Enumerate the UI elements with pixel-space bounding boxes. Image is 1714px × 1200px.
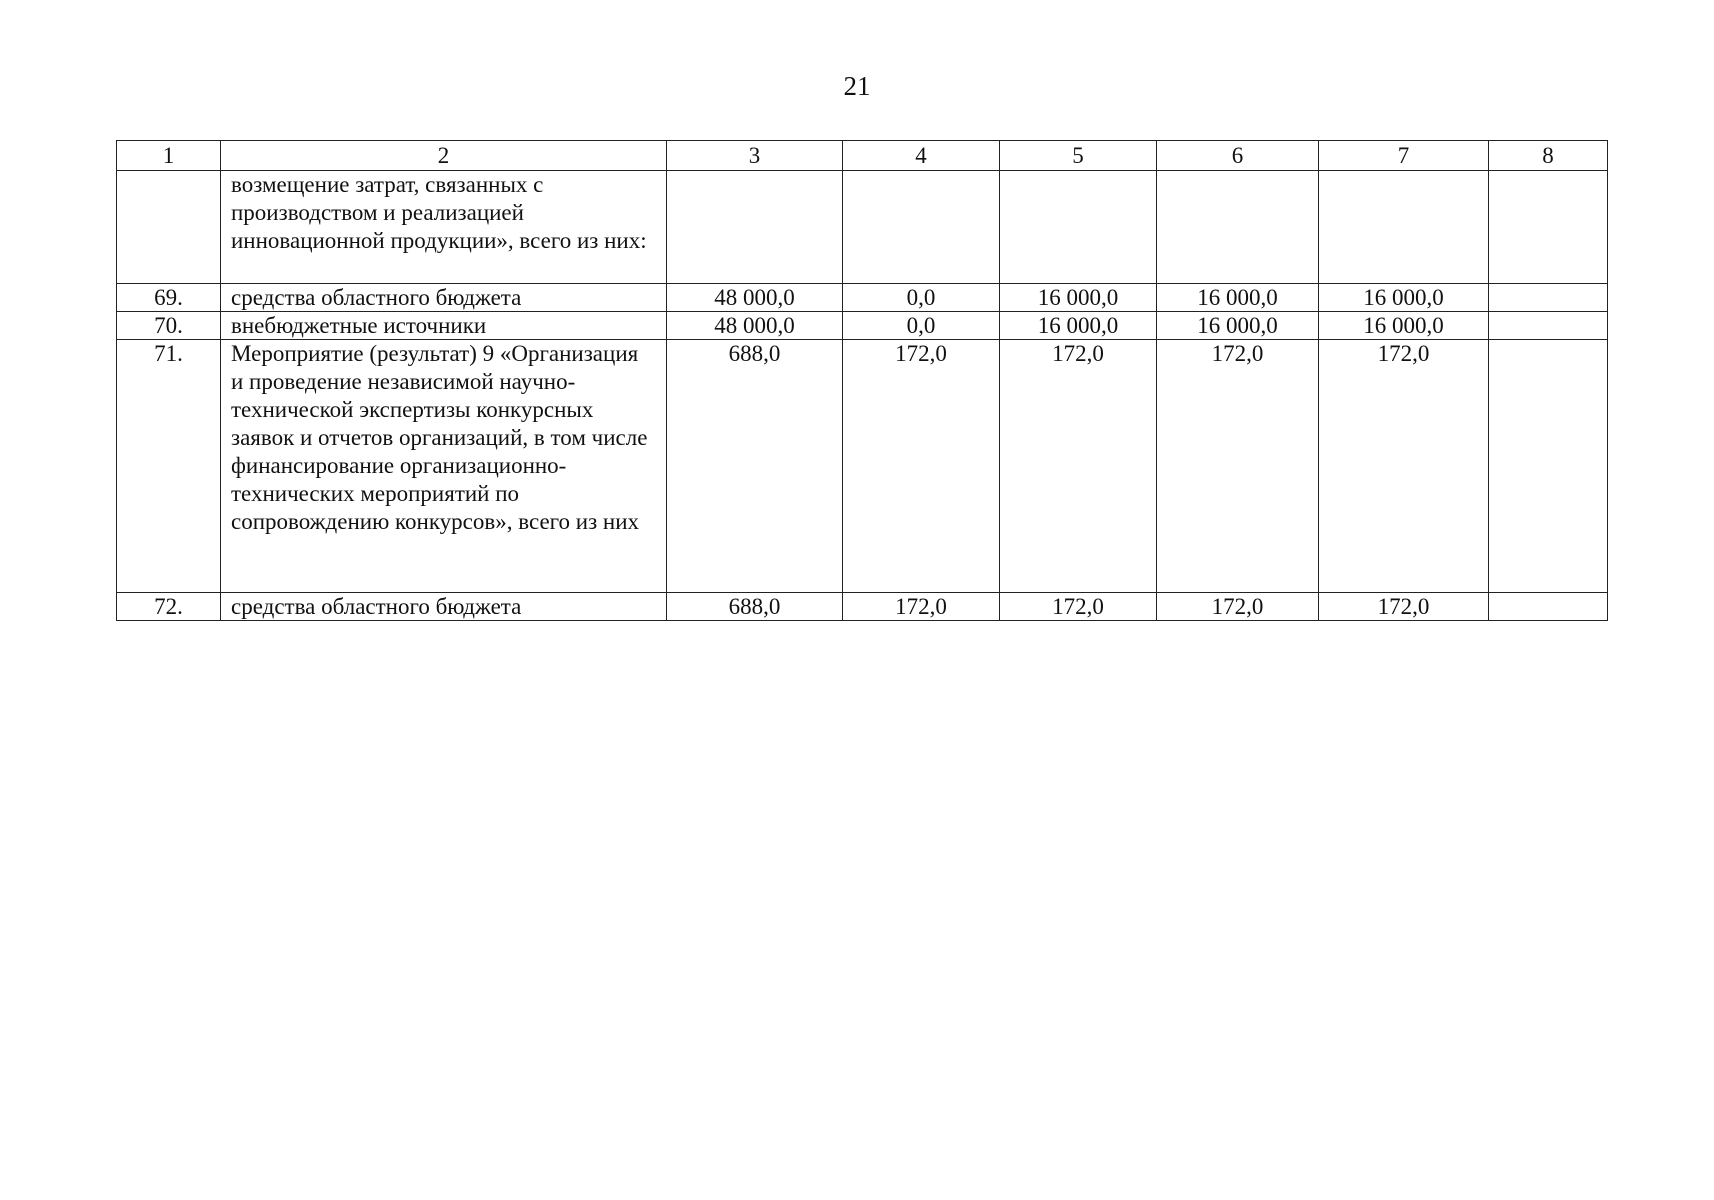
row-description: внебюджетные источники <box>221 312 667 340</box>
value-cell <box>1319 171 1489 284</box>
value-cell: 16 000,0 <box>1319 312 1489 340</box>
value-cell <box>1489 284 1608 312</box>
value-cell: 16 000,0 <box>1319 284 1489 312</box>
value-cell: 172,0 <box>1319 593 1489 621</box>
row-description: средства областного бюджета <box>221 593 667 621</box>
column-header: 6 <box>1157 141 1319 171</box>
row-description: средства областного бюджета <box>221 284 667 312</box>
value-cell: 16 000,0 <box>1157 312 1319 340</box>
value-cell: 172,0 <box>1319 340 1489 593</box>
value-cell: 688,0 <box>667 593 843 621</box>
value-cell <box>1489 340 1608 593</box>
table-row <box>117 284 1608 312</box>
value-cell: 172,0 <box>1000 593 1157 621</box>
value-cell: 16 000,0 <box>1000 312 1157 340</box>
value-cell: 0,0 <box>843 284 1000 312</box>
value-cell: 0,0 <box>843 312 1000 340</box>
value-cell: 172,0 <box>1157 593 1319 621</box>
value-cell: 48 000,0 <box>667 284 843 312</box>
value-cell <box>1000 171 1157 284</box>
column-header: 1 <box>117 141 221 171</box>
column-header: 4 <box>843 141 1000 171</box>
column-header: 3 <box>667 141 843 171</box>
row-number: 72. <box>117 593 221 621</box>
row-number <box>117 171 221 284</box>
value-cell: 48 000,0 <box>667 312 843 340</box>
value-cell: 172,0 <box>1157 340 1319 593</box>
column-header: 7 <box>1319 141 1489 171</box>
column-header: 2 <box>221 141 667 171</box>
value-cell: 172,0 <box>843 340 1000 593</box>
row-number: 70. <box>117 312 221 340</box>
page-number: 21 <box>843 71 871 101</box>
table-row <box>117 171 1608 284</box>
value-cell <box>1489 171 1608 284</box>
column-header: 5 <box>1000 141 1157 171</box>
table-row <box>117 340 1608 593</box>
budget-table <box>116 140 1608 621</box>
row-description: возмещение затрат, связанных с производством и реализацией инновационной продукции», всего из них: <box>221 171 667 284</box>
table-header-row <box>117 141 1608 171</box>
table-row <box>117 593 1608 621</box>
row-number: 71. <box>117 340 221 593</box>
value-cell: 172,0 <box>1000 340 1157 593</box>
row-description: Мероприятие (результат) 9 «Организация и проведение независимой научно-технической экспертизы конкурсных заявок и отчетов организаций, в том числе финансирование организационно-технических мероприятий по сопровождению конкурсов», всего из них <box>221 340 667 593</box>
row-number: 69. <box>117 284 221 312</box>
value-cell: 16 000,0 <box>1157 284 1319 312</box>
value-cell: 688,0 <box>667 340 843 593</box>
value-cell <box>1157 171 1319 284</box>
value-cell <box>843 171 1000 284</box>
value-cell: 16 000,0 <box>1000 284 1157 312</box>
table-row <box>117 312 1608 340</box>
value-cell: 172,0 <box>843 593 1000 621</box>
value-cell <box>1489 312 1608 340</box>
value-cell <box>1489 593 1608 621</box>
value-cell <box>667 171 843 284</box>
column-header: 8 <box>1489 141 1608 171</box>
